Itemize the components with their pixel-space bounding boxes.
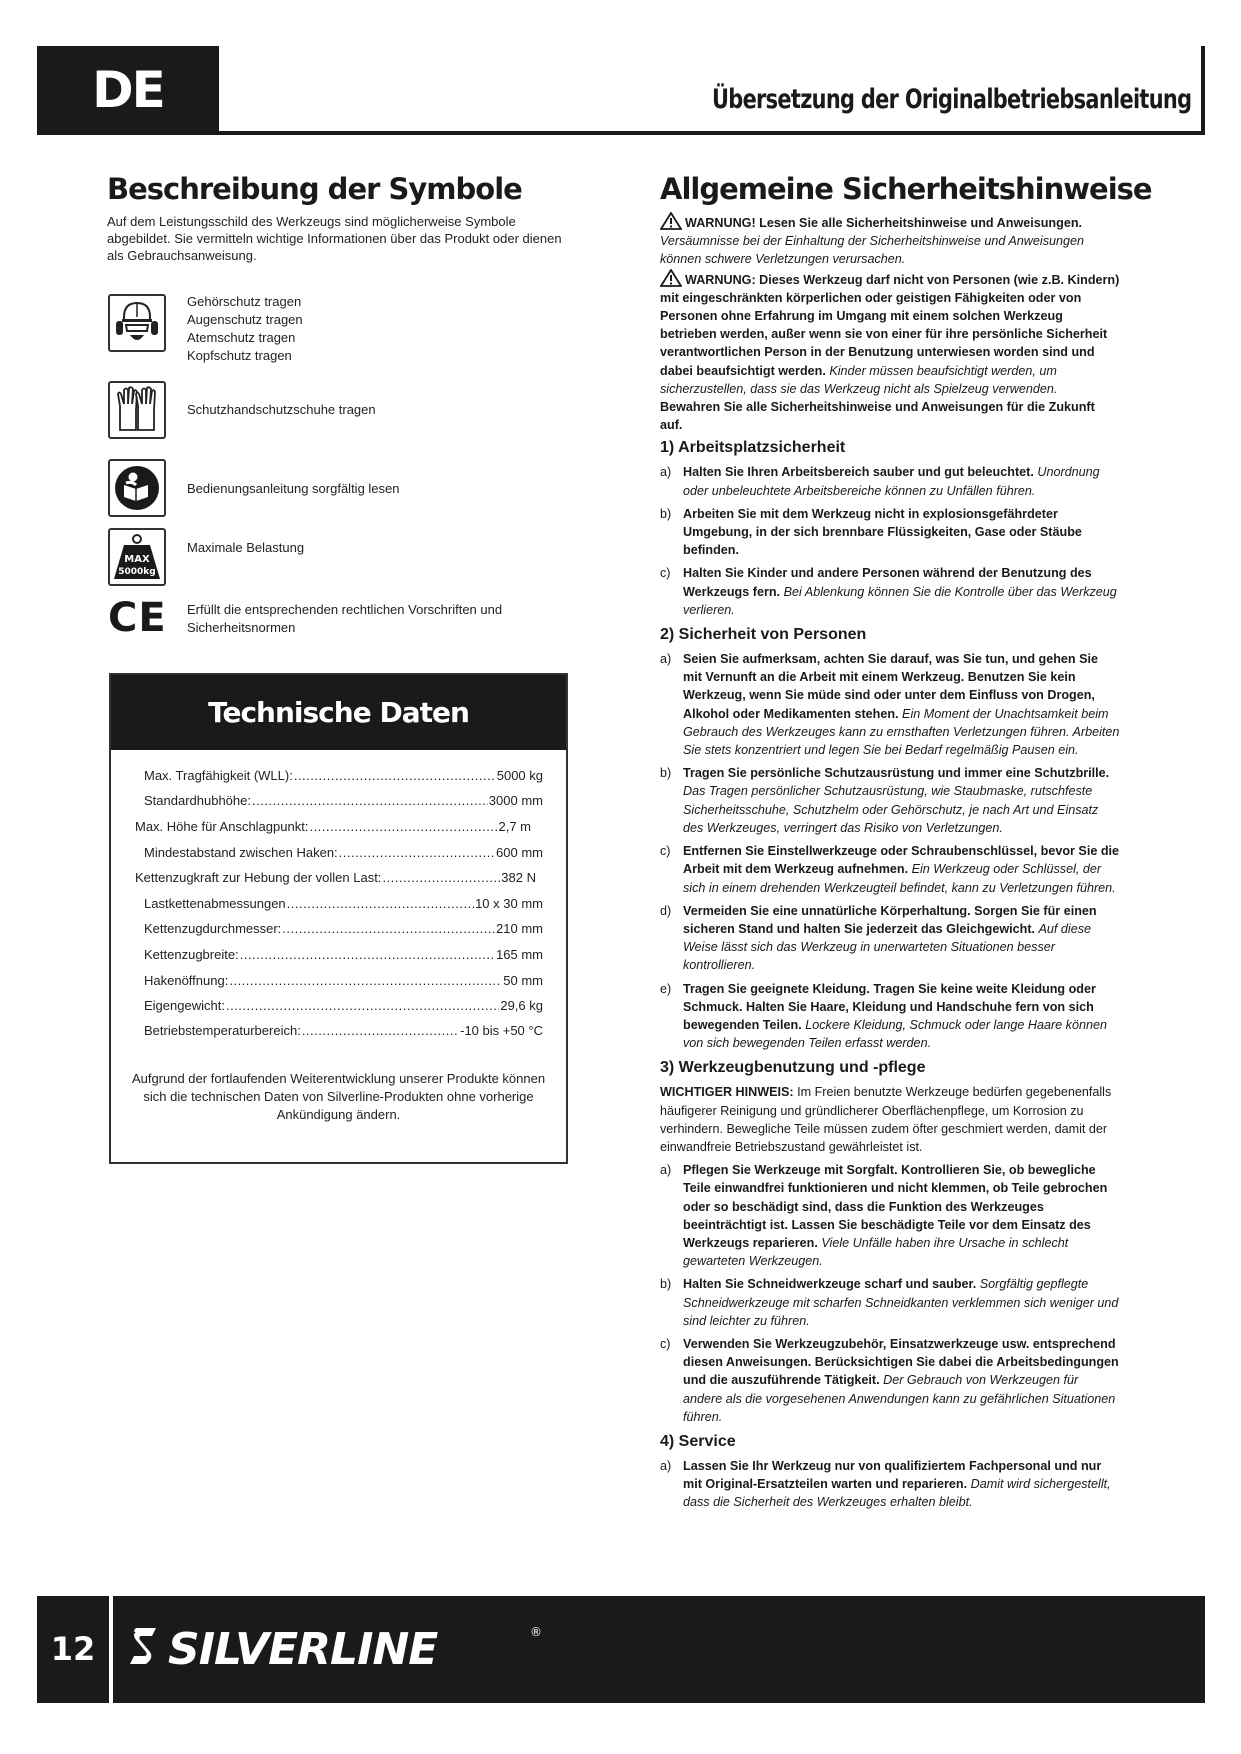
item-italic: Bei Ablenkung können Sie die Kontrolle über das Werkzeug verlieren. (683, 584, 1117, 617)
symbols-heading: Beschreibung der Symbole (107, 172, 522, 206)
list-item (660, 463, 1120, 499)
list-item (660, 564, 1120, 619)
item-italic: Sorgfältig gepflegte Schneidwerkzeuge mit scharfen Schneidkanten verklemmen sich weniger und sind leichter zu führen. (683, 1277, 1119, 1328)
spec-row (144, 997, 543, 1015)
list-item (660, 764, 1120, 837)
spec-value: 29,6 kg (500, 998, 543, 1013)
spec-row (144, 946, 543, 964)
warning-triangle-icon (660, 212, 682, 230)
ce-text: Erfüllt die entsprechenden rechtlichen Vorschriften und Sicherheitsnormen (187, 602, 503, 635)
list-letter: e) (660, 981, 672, 996)
spec-value: 10 x 30 mm (475, 896, 543, 911)
item-bold: Halten Sie Schneidwerkzeuge scharf und sauber. (683, 1277, 977, 1292)
tech-data-box (109, 673, 568, 1164)
warning-2-bold: WARNUNG: Dieses Werkzeug darf nicht von Personen (wie z.B. Kindern) mit eingeschränkten körperlichen oder geistigen Fähigkeiten oder von Personen ohne Erfahrung im Umgang mit einem solchen Werkzeug betrieben werden, außer wenn sie von einer für ihre persönliche Sicherheit verantwortlichen Person in der Benutzung unterwiesen worden sind und dabei beaufsichtigt werden. (660, 272, 1120, 378)
list-letter: b) (660, 506, 672, 521)
warning-1-bold: WARNUNG! Lesen Sie alle Sicherheitshinweise und Anweisungen. (685, 216, 1083, 230)
list-item (660, 902, 1120, 975)
max-load-icon (108, 528, 166, 586)
section-4-heading: 4) Service (660, 1432, 736, 1450)
item-bold: Tragen Sie geeignete Kleidung. Tragen Sie keine weite Kleidung oder Schmuck. Halten Sie Haare, Kleidung und Handschuhe fern von sich bewegenden Teilen. (683, 981, 1096, 1032)
list-item (660, 1275, 1120, 1330)
important-note-label: WICHTIGER HINWEIS: (660, 1085, 794, 1100)
tech-data-note: Aufgrund der fortlaufenden Weiterentwicklung unserer Produkte können sich die technischen Daten von Silverline-Produkten ohne vorherige Ankündigung ändern. (131, 1071, 546, 1122)
spec-value: 3000 mm (488, 793, 543, 808)
list-letter: a) (660, 465, 672, 480)
brand-name: SILVERLINE (168, 1624, 438, 1675)
language-badge: DE (37, 46, 219, 134)
max-load-icon-value: 5000kg (118, 567, 156, 577)
section-3-heading: 3) Werkzeugbenutzung und -pflege (660, 1059, 926, 1077)
silverline-logo (128, 1618, 558, 1682)
read-manual-icon (108, 459, 166, 517)
list-letter: a) (660, 652, 672, 667)
spec-leader (240, 946, 495, 964)
spec-leader (226, 997, 499, 1015)
header-rule-vertical (1201, 46, 1205, 135)
section-1-heading: 1) Arbeitsplatzsicherheit (660, 439, 846, 457)
item-italic: Das Tragen persönlicher Schutzausrüstung, wie Staubmaske, rutschfeste Sicherheitsschuhe, Schutzhelm oder Gehörschutz, je nach Art und Einsatz des Werkzeuges, verringert das Risiko von Verletzungen. (683, 784, 1099, 835)
item-bold: Vermeiden Sie eine unnatürliche Körperhaltung. Sorgen Sie für einen sicheren Stand und halten Sie jederzeit das Gleichgewicht. (683, 903, 1097, 936)
item-italic: Ein Werkzeug oder Schlüssel, der sich in einem drehenden Werkzeugteil befindet, kann zu Verletzungen führen. (683, 862, 1116, 895)
spec-label: Standardhubhöhe: (144, 793, 251, 808)
page-number: 12 (50, 1630, 96, 1668)
item-italic: Unordnung oder unbeleuchtete Arbeitsbereiche können zu Unfällen führen. (683, 465, 1100, 498)
list-letter: d) (660, 903, 672, 918)
item-bold: Arbeiten Sie mit dem Werkzeug nicht in explosionsgefährdeter Umgebung, in der sich brennbare Flüssigkeiten, Gase oder Stäube befinden. (683, 506, 1082, 558)
safety-content (660, 210, 1120, 1517)
item-italic: Damit wird sichergestellt, dass die Sicherheit des Werkzeuges erhalten bleibt. (683, 1477, 1111, 1510)
list-item (660, 505, 1120, 560)
section-2-heading: 2) Sicherheit von Personen (660, 626, 867, 644)
spec-row (135, 818, 531, 836)
spec-leader (302, 1022, 459, 1040)
spec-label: Eigengewicht: (144, 998, 225, 1013)
ppe-text (187, 293, 303, 365)
spec-value: 600 mm (496, 845, 543, 860)
spec-value: -10 bis +50 °C (460, 1023, 543, 1038)
item-italic: Lockere Kleidung, Schmuck oder lange Haare können von sich bewegenden Teilen erfasst werden. (683, 1017, 1107, 1051)
spec-value: 382 N (501, 870, 536, 885)
warning-1-italic: Versäumnisse bei der Einhaltung der Sicherheitshinweise und Anweisungen können schwere Verletzungen verursachen. (660, 234, 1085, 267)
item-bold: Verwenden Sie Werkzeugzubehör, Einsatzwerkzeuge usw. entsprechend diesen Anweisungen. Berücksichtigen Sie dabei die Arbeitsbedingungen und die auszuführende Tätigkeit. (683, 1336, 1119, 1388)
spec-value: 50 mm (503, 973, 543, 988)
spec-leader (382, 869, 500, 887)
list-item (660, 842, 1120, 897)
ppe-eye: Augenschutz tragen (187, 312, 303, 327)
spec-row (144, 767, 543, 785)
keep-instructions: Bewahren Sie alle Sicherheitshinweise und Anweisungen für die Zukunft auf. (660, 400, 1095, 433)
ppe-icon (108, 294, 166, 352)
list-item (660, 1161, 1120, 1270)
spec-label: Hakenöffnung: (144, 973, 229, 988)
list-item (660, 650, 1120, 759)
list-item (660, 1335, 1120, 1426)
spec-value: 210 mm (496, 921, 543, 936)
list-letter: c) (660, 844, 671, 859)
spec-label: Max. Höhe für Anschlagpunkt: (135, 819, 309, 834)
warning-triangle-icon (660, 269, 682, 287)
spec-leader (287, 895, 474, 913)
spec-label: Lastkettenabmessungen (144, 896, 286, 911)
item-bold: Seien Sie aufmerksam, achten Sie darauf, was Sie tun, und gehen Sie mit Vernunft an die Arbeit mit einem Werkzeug. Benutzen Sie kein Werkzeug, wenn Sie müde sind oder unter dem Einfluss von Drogen, Alkohol oder Medikamenten stehen. (683, 652, 1099, 721)
item-italic: Viele Unfälle haben ihre Ursache in schlecht gewarteten Werkzeugen. (683, 1235, 1069, 1269)
spec-label: Kettenzugdurchmesser: (144, 921, 282, 936)
symbols-intro: Auf dem Leistungsschild des Werkzeugs sind möglicherweise Symbole abgebildet. Sie vermitteln wichtige Informationen über das Produkt oder dienen als Gebrauchsanweisung. (107, 214, 562, 263)
spec-row (144, 844, 543, 862)
list-letter: c) (660, 1336, 671, 1351)
list-letter: b) (660, 1277, 672, 1292)
spec-label: Max. Tragfähigkeit (WLL): (144, 768, 293, 783)
tech-data-heading: Technische Daten (111, 675, 566, 750)
ce-mark-icon: CE (108, 595, 167, 641)
item-bold: Tragen Sie persönliche Schutzausrüstung und immer eine Schutzbrille. (683, 766, 1110, 781)
item-bold: Halten Sie Kinder und andere Personen während der Benutzung des Werkzeugs fern. (683, 566, 1092, 599)
max-load-icon-label: MAX (124, 554, 150, 565)
spec-leader (252, 792, 488, 810)
item-italic: Der Gebrauch von Werkzeugen für andere als die vorgesehenen Anwendungen kann zu gefährlichen Situationen führen. (683, 1373, 1116, 1424)
warning-2-italic: Kinder müssen beaufsichtigt werden, um sicherzustellen, dass sie das Werkzeug nicht als Spielzeug verwenden. (660, 363, 1058, 396)
footer-separator (109, 1596, 113, 1703)
safety-heading: Allgemeine Sicherheitshinweise (660, 172, 1152, 206)
list-letter: b) (660, 766, 672, 781)
spec-leader (309, 818, 497, 836)
item-italic: Auf diese Weise lässt sich das Werkzeug in unerwarteten Situationen besser kontrollieren. (683, 921, 1092, 973)
spec-row (144, 920, 543, 938)
spec-value: 2,7 m (498, 819, 531, 834)
list-item (660, 1457, 1120, 1512)
spec-label: Mindestabstand zwischen Haken: (144, 845, 338, 860)
spec-leader (339, 844, 495, 862)
spec-leader (229, 972, 502, 990)
spec-row (144, 972, 543, 990)
ppe-ear: Gehörschutz tragen (187, 294, 302, 309)
ppe-breathing: Atemschutz tragen (187, 330, 296, 345)
item-bold: Halten Sie Ihren Arbeitsbereich sauber und gut beleuchtet. (683, 465, 1034, 480)
spec-row (144, 1022, 543, 1040)
spec-value: 5000 kg (496, 768, 543, 783)
maxload-text: Maximale Belastung (187, 540, 305, 555)
important-note-text: Im Freien benutzte Werkzeuge bedürfen gegebenenfalls häufigerer Reinigung und gründlicherer Oberflächenpflege, um Korrosion zu verhindern. Bewegliche Teile müssen zudem öfter geschmiert werden, damit der einwandfreie Betriebszustand gewährleistet ist. (660, 1085, 1112, 1154)
list-item (660, 980, 1120, 1053)
spec-value: 165 mm (496, 947, 543, 962)
list-letter: a) (660, 1458, 672, 1473)
spec-leader (294, 767, 496, 785)
manual-text: Bedienungsanleitung sorgfältig lesen (187, 481, 400, 496)
spec-label: Kettenzugkraft zur Hebung der vollen Last: (135, 870, 382, 885)
spec-row (135, 869, 536, 887)
page-title: Übersetzung der Originalbetriebsanleitung (711, 84, 1191, 115)
spec-label: Betriebstemperaturbereich: (144, 1023, 301, 1038)
gloves-icon (108, 381, 166, 439)
header-rule (37, 131, 1205, 135)
gloves-text: Schutzhandschutzschuhe tragen (187, 402, 376, 417)
item-italic: Ein Moment der Unachtsamkeit beim Gebrauch des Werkzeuges kann zu ernsthaften Verletzungen führen. Arbeiten Sie stets konzentriert und legen Sie bei Bedarf regelmäßig Pausen ein. (683, 706, 1120, 758)
item-bold: Entfernen Sie Einstellwerkzeuge oder Schraubenschlüssel, bevor Sie die Arbeit mit dem Werkzeug aufnehmen. (683, 844, 1120, 877)
list-letter: c) (660, 566, 671, 581)
item-bold: Lassen Sie Ihr Werkzeug nur von qualifiziertem Fachpersonal und nur mit Original-Ersatzteilen warten und reparieren. (683, 1458, 1102, 1492)
spec-leader (282, 920, 495, 938)
item-bold: Pflegen Sie Werkzeuge mit Sorgfalt. Kontrollieren Sie, ob bewegliche Teile einwandfrei funktionieren und nicht klemmen, ob Teile gebrochen oder so beschädigt sind, dass die Funktion des Werkzeuges beeinträchtigt ist. Lassen Sie beschädigte Teile vor dem Einsatz des Werkzeugs reparieren. (683, 1163, 1108, 1250)
spec-row (144, 792, 543, 810)
ppe-head: Kopfschutz tragen (187, 348, 292, 363)
spec-row (144, 895, 543, 913)
list-letter: a) (660, 1163, 672, 1178)
registered-mark: ® (530, 1625, 542, 1639)
spec-label: Kettenzugbreite: (144, 947, 239, 962)
